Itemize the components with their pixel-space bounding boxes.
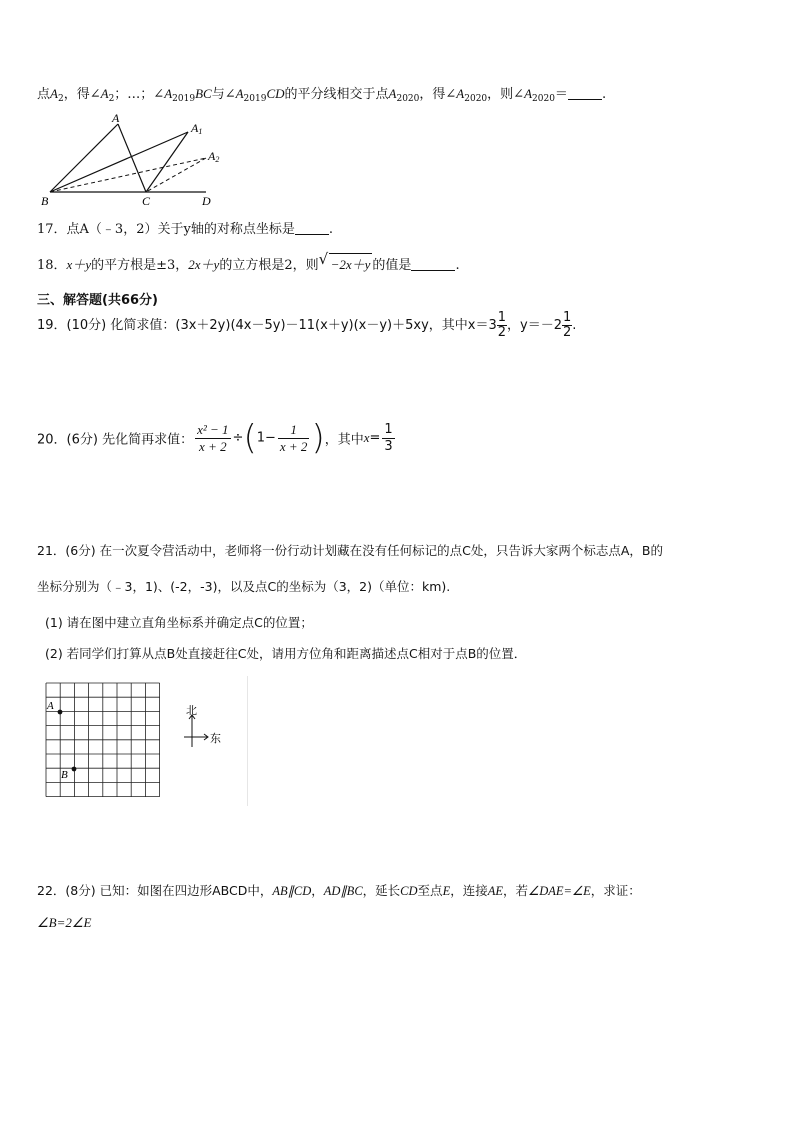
label-b: B bbox=[41, 194, 49, 208]
question-21-sub2: (2) 若同学们打算从点B处直接赶往C处，请用方位角和距离描述点C相对于点B的位置． bbox=[45, 646, 527, 661]
north-label: 北 bbox=[186, 704, 197, 717]
label-c: C bbox=[142, 194, 151, 208]
grid-label-a: A bbox=[47, 700, 54, 712]
label-d: D bbox=[202, 194, 211, 208]
grid-label-b: B bbox=[61, 769, 68, 781]
answer-blank[interactable] bbox=[411, 258, 455, 271]
question-20: 20．(6分) 先化简再求值： $\frac{\text{x² − 1}}{x + 2}$ ÷(1− $\frac{1}{x + 2}$ )，其中x= $\frac{1}{3}$ bbox=[37, 418, 393, 458]
coordinate-grid bbox=[44, 681, 162, 801]
question-22: 22．(8分) 已知：如图在四边形ABCD中，AB∥CD，AD∥BC，延长CD至点E，连接AE，若∠DAE=∠E，求证： bbox=[37, 883, 641, 898]
question-21-line1: 21．(6分) 在一次夏令营活动中，老师将一份行动计划藏在没有任何标记的点C处，只告诉大家两个标志点A，B的 bbox=[37, 543, 663, 558]
point-b bbox=[72, 767, 77, 772]
east-label: 东 bbox=[210, 732, 221, 745]
question-19: 19．(10分) 化简求值：(3x＋2y)(4x－5y)－11(x＋y)(x－y)＋5xy，其中x＝3 $\frac{1}{2}$ ，y＝－2 $\frac{1}{2}$ . bbox=[37, 310, 577, 340]
label-a: A bbox=[112, 112, 120, 125]
figure-divider bbox=[247, 676, 248, 806]
question-16-tail: 点$A_2$，得$\angle A_2$；…；$\angle A_{2019}BC$与$\angle A_{2019}CD$的平分线相交于点$A_{2020}$，得$\angle A_{2020}$，则$\angle A_{2020}=$ . bbox=[37, 86, 607, 104]
section-heading: 三、解答题(共66分) bbox=[37, 293, 158, 308]
label-a2: A2 bbox=[208, 149, 220, 164]
sqrt-expression: √ −2x＋y bbox=[318, 250, 371, 272]
question-17: 17．点A（﹣3，2）关于y轴的对称点坐标是 . bbox=[37, 222, 333, 237]
question-21-line2: 坐标分别为（﹣3，1)、(-2，-3)，以及点C的坐标为（3，2)（单位：km). bbox=[37, 579, 451, 594]
label-a1: A1 bbox=[191, 121, 203, 136]
answer-blank[interactable] bbox=[295, 222, 329, 235]
triangle-figure bbox=[38, 112, 228, 208]
answer-blank[interactable] bbox=[568, 87, 602, 100]
question-22-conclusion: ∠B=2∠E bbox=[37, 915, 92, 930]
compass-icon bbox=[180, 703, 230, 748]
point-a bbox=[58, 710, 63, 715]
question-21-sub1: (1) 请在图中建立直角坐标系并确定点C的位置； bbox=[45, 615, 313, 630]
question-18: 18．x＋y的平方根是±3，2x＋y的立方根是2，则 √ −2x＋y 的值是 . bbox=[37, 250, 460, 273]
